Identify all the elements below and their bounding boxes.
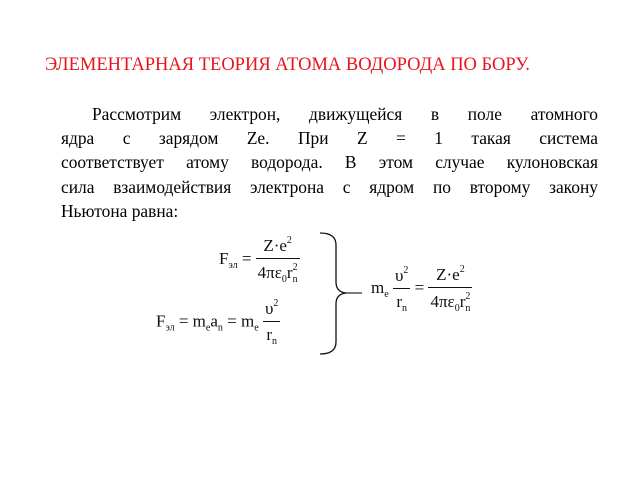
velocity-exponent: 2 xyxy=(273,298,279,309)
word: случае xyxy=(435,152,485,173)
force-subscript: эл xyxy=(165,322,175,334)
mass-symbol: m xyxy=(192,311,206,331)
word: кулоновская xyxy=(506,152,598,173)
force-symbol: F xyxy=(156,311,166,331)
numerator-base: Z·e xyxy=(436,265,460,284)
word: с xyxy=(122,128,131,149)
equals-sign: = xyxy=(414,277,425,297)
word: закону xyxy=(549,176,598,197)
word: 1 xyxy=(434,128,443,149)
numerator-exponent: 2 xyxy=(286,235,292,246)
radius-symbol: r xyxy=(286,263,293,282)
word: Ньютона равна: xyxy=(61,200,179,221)
word: водорода. xyxy=(251,152,323,173)
velocity-exponent: 2 xyxy=(403,264,409,276)
numerator-base: Z·e xyxy=(263,236,287,255)
word: в xyxy=(430,104,440,124)
word: атомного xyxy=(530,104,598,124)
radius-symbol: r xyxy=(396,291,402,311)
word: второму xyxy=(469,176,531,197)
right-curly-brace xyxy=(320,233,346,354)
radius-exponent: 2 xyxy=(465,291,471,302)
word: с xyxy=(342,176,351,197)
word: зарядом xyxy=(158,128,219,149)
word: по xyxy=(432,176,451,197)
acceleration-subscript: n xyxy=(217,322,223,334)
radius-subscript: n xyxy=(465,303,471,314)
velocity-symbol: υ xyxy=(394,265,404,285)
word: В xyxy=(344,152,357,173)
equals-sign: = xyxy=(178,311,189,331)
radius-subscript: n xyxy=(271,336,277,347)
word: = xyxy=(396,128,406,149)
word: такая xyxy=(471,128,511,149)
word: При xyxy=(297,128,329,149)
radius-subscript: n xyxy=(401,302,407,314)
word: электрон, xyxy=(209,104,281,124)
mass-symbol: m xyxy=(371,277,385,297)
force-symbol: F xyxy=(219,248,229,268)
radius-symbol: r xyxy=(266,325,272,344)
denominator-prefix: 4πε xyxy=(257,263,282,282)
mass-subscript: e xyxy=(254,322,259,334)
epsilon-subscript: 0 xyxy=(454,303,460,314)
mass-subscript: e xyxy=(205,322,211,334)
equals-sign: = xyxy=(241,248,252,268)
mass-subscript: e xyxy=(384,288,389,300)
acceleration-symbol: a xyxy=(210,311,218,331)
word: электрона xyxy=(249,176,324,197)
word: Ze. xyxy=(246,128,270,149)
radius-exponent: 2 xyxy=(292,262,298,273)
word: сила xyxy=(61,176,95,197)
mass-symbol: m xyxy=(241,311,255,331)
word: этом xyxy=(378,152,413,173)
numerator-exponent: 2 xyxy=(459,264,465,275)
radius-symbol: r xyxy=(459,292,466,311)
word: ядром xyxy=(369,176,415,197)
velocity-symbol: υ xyxy=(264,299,274,318)
slide-title: ЭЛЕМЕНТАРНАЯ ТЕОРИЯ АТОМА ВОДОРОДА ПО БОРУ. xyxy=(45,55,530,75)
word: атому xyxy=(186,152,229,173)
word: ядра xyxy=(61,128,95,149)
word: взаимодействия xyxy=(113,176,232,197)
word: Z xyxy=(356,128,368,149)
word: движущейся xyxy=(309,104,403,124)
word: система xyxy=(539,128,598,149)
equals-sign: = xyxy=(227,311,237,331)
word: Рассмотрим xyxy=(92,104,182,124)
word: соответствует xyxy=(61,152,164,173)
force-subscript: эл xyxy=(228,259,238,271)
word: поле xyxy=(467,104,502,124)
denominator-prefix: 4πε xyxy=(430,292,455,311)
epsilon-subscript: 0 xyxy=(281,274,287,285)
radius-subscript: n xyxy=(292,274,298,285)
